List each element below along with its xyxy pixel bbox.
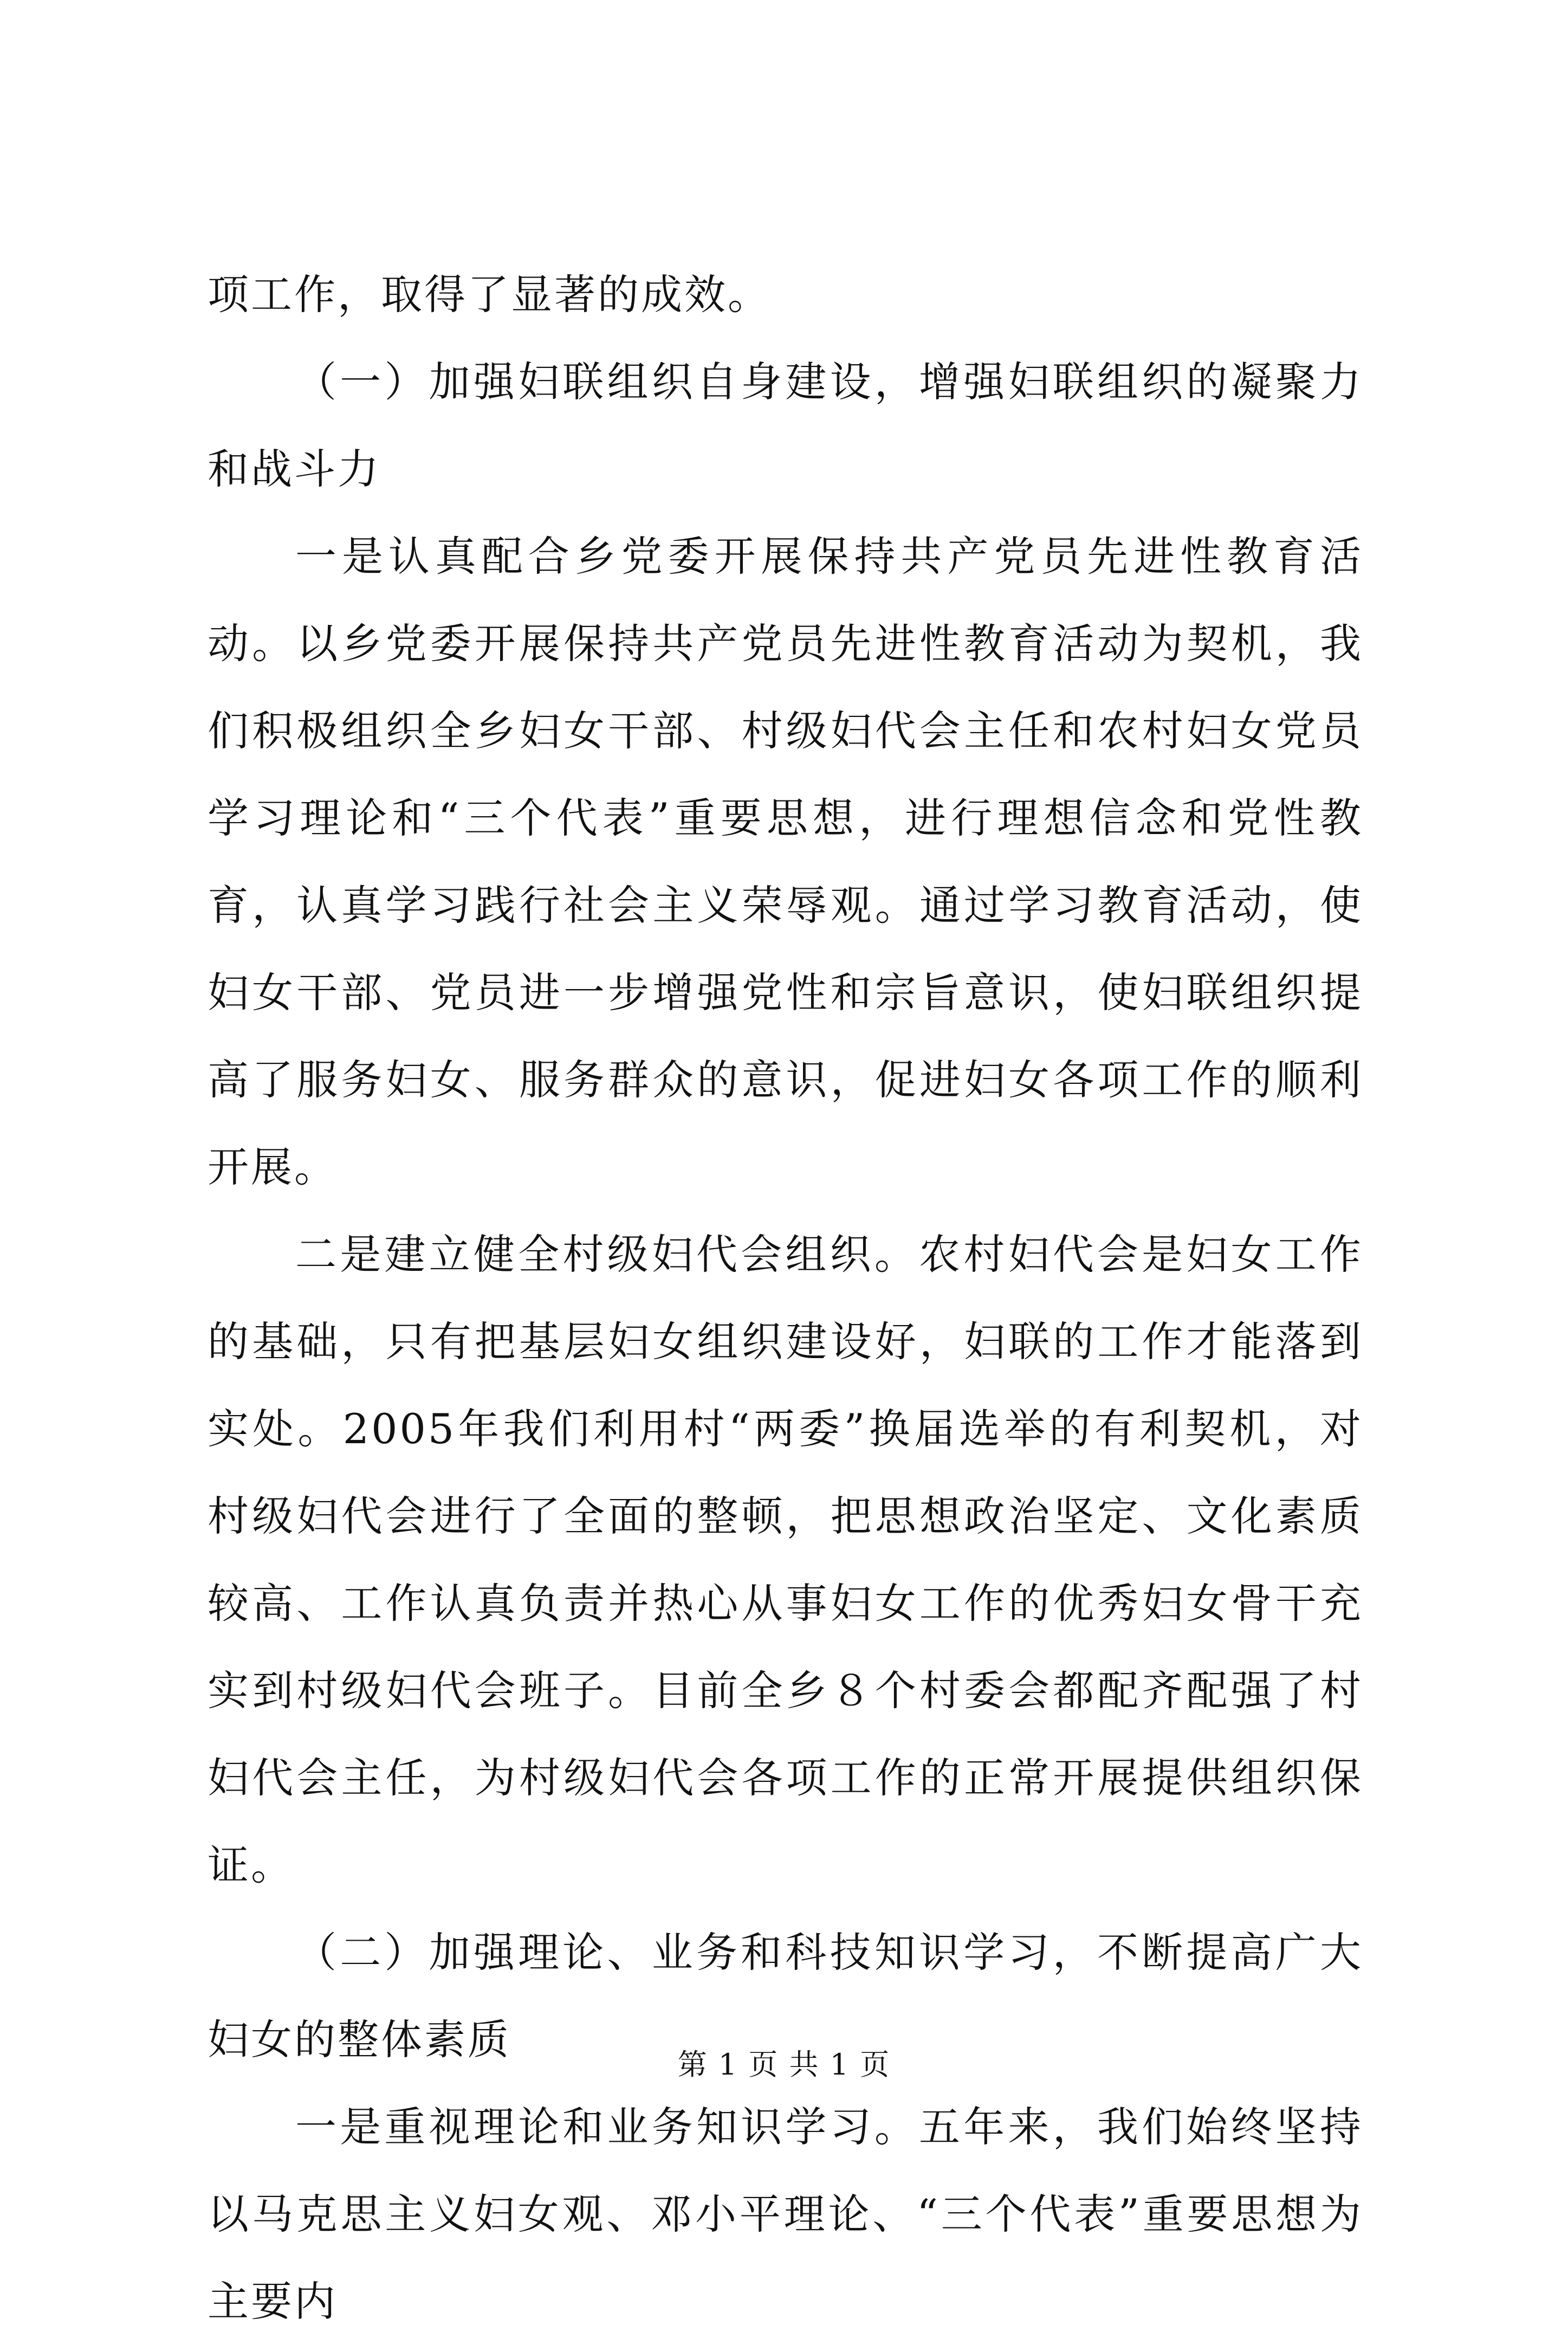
section-heading-1: （一）加强妇联组织自身建设，增强妇联组织的凝聚力和战斗力 <box>208 358 1363 493</box>
paragraph-village-organization: 二是建立健全村级妇代会组织。农村妇代会是妇女工作的基础，只有把基层妇女组织建设好，妇联的工作才能落到实处。2005年我们利用村“两委”换届选举的有利契机，对村级妇代会进行了全面的整顿，把思想政治坚定、文化素质较高、工作认真负责并热心从事妇女工作的优秀妇女骨干充实到村级妇代会班子。目前全乡８个村委会都配齐配强了村妇代会主任，为村级妇代会各项工作的正常开展提供组织保证。 <box>208 1230 1363 1889</box>
paragraph-party-education: 一是认真配合乡党委开展保持共产党员先进性教育活动。以乡党委开展保持共产党员先进性教育活动为契机，我们积极组织全乡妇女干部、村级妇代会主任和农村妇女党员学习理论和“三个代表”重要思想，进行理想信念和党性教育，认真学习践行社会主义荣辱观。通过学习教育活动，使妇女干部、党员进一步增强党性和宗旨意识，使妇联组织提高了服务妇女、服务群众的意识，促进妇女各项工作的顺利开展。 <box>208 532 1363 1191</box>
section-heading-2: （二）加强理论、业务和科技知识学习，不断提高广大妇女的整体素质 <box>208 1928 1363 2064</box>
document-body <box>208 251 1363 2345</box>
page-number-footer: 第 1 页 共 1 页 <box>677 2047 891 2082</box>
paragraph-continuation: 项工作，取得了显著的成效。 <box>208 270 771 319</box>
paragraph-theory-study: 一是重视理论和业务知识学习。五年来，我们始终坚持以马克思主义妇女观、邓小平理论、“三个代表”重要思想为主要内 <box>208 2103 1363 2325</box>
